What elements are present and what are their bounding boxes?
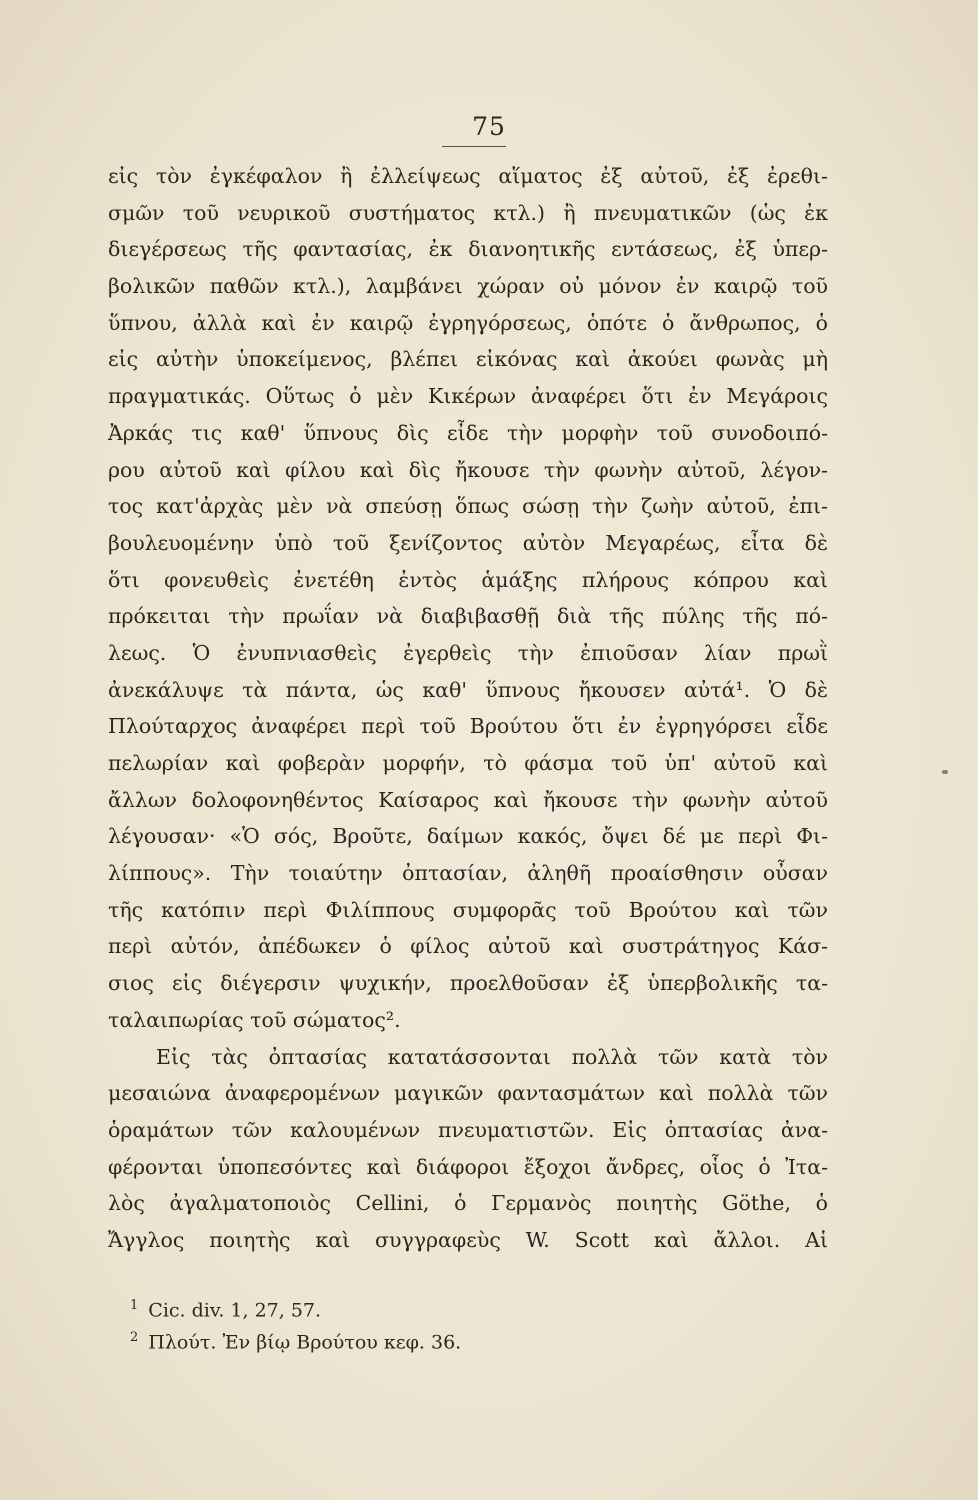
footnote-text: Cic. div. 1, 27, 57. — [148, 1299, 322, 1322]
text-line: σμῶν τοῦ νευρικοῦ συστήματος κτλ.) ἢ πνευματικῶν (ὡς ἐκ — [108, 200, 828, 225]
text-line: Ἄγγλος ποιητὴς καὶ συγγραφεὺς W. Scott καὶ ἄλλοι. Αἱ — [108, 1227, 828, 1252]
text-line: ὅτι φονευθεὶς ἐνετέθη ἐντὸς ἁμάξης πλήρους κόπρου καὶ — [108, 567, 828, 592]
text-line: ἀνεκάλυψε τὰ πάντα, ὡς καθ' ὕπνους ἤκουσεν αὐτά¹. Ὁ δὲ — [108, 677, 828, 702]
text-line: βολικῶν παθῶν κτλ.), λαμβάνει χώραν οὐ μόνον ἐν καιρῷ τοῦ — [108, 274, 828, 299]
text-line: πρόκειται τὴν πρωΐαν νὰ διαβιβασθῇ διὰ τῆς πύλης τῆς πό- — [108, 604, 828, 629]
text-line: περὶ αὐτόν, ἀπέδωκεν ὁ φίλος αὐτοῦ καὶ συστράτηγος Κάσ- — [108, 934, 828, 959]
text-line: ὕπνου, ἀλλὰ καὶ ἐν καιρῷ ἐγρηγόρσεως, ὁπότε ὁ ἄνθρωπος, ὁ — [108, 310, 828, 335]
text-line: λέγουσαν· «Ὁ σός, Βροῦτε, δαίμων κακός, ὄψει δέ με περὶ Φι- — [108, 824, 828, 849]
text-line: τος κατ'ἀρχὰς μὲν νὰ σπεύσῃ ὅπως σώσῃ τὴν ζωὴν αὐτοῦ, ἐπι- — [108, 494, 828, 519]
text-line: τῆς κατόπιν περὶ Φιλίππους συμφορᾶς τοῦ Βρούτου καὶ τῶν — [108, 897, 828, 922]
text-line: εἰς τὸν ἐγκέφαλον ἢ ἐλλείψεως αἵματος ἐξ αὐτοῦ, ἐξ ἐρεθι- — [108, 164, 828, 188]
page-number-rule — [442, 146, 506, 147]
footnote — [130, 1322, 730, 1354]
text-line: ρου αὐτοῦ καὶ φίλου καὶ δὶς ἤκουσε τὴν φωνὴν αὐτοῦ, λέγον- — [108, 457, 828, 482]
text-line: διεγέρσεως τῆς φαντασίας, ἐκ διανοητικῆς εντάσεως, ἐξ ὑπερ- — [108, 237, 828, 262]
footnote — [130, 1290, 730, 1322]
text-line: ἄλλων δολοφονηθέντος Καίσαρος καὶ ἤκουσε τὴν φωνὴν αὐτοῦ — [108, 787, 828, 812]
text-line: πραγματικάς. Οὕτως ὁ μὲν Κικέρων ἀναφέρει ὅτι ἐν Μεγάροις — [108, 384, 828, 409]
paragraph-end-line: ταλαιπωρίας τοῦ σώματος². — [108, 1007, 401, 1032]
text-line: λίππους». Τὴν τοιαύτην ὀπτασίαν, ἀληθῆ προαίσθησιν οὖσαν — [108, 861, 828, 886]
text-line: βουλευομένην ὑπὸ τοῦ ξενίζοντος αὐτὸν Μεγαρέως, εἶτα δὲ — [108, 530, 828, 555]
footnote-text: Πλούτ. Ἐν βίῳ Βρούτου κεφ. 36. — [148, 1331, 462, 1354]
text-line: λὸς ἀγαλματοποιὸς Cellini, ὁ Γερμανὸς ποιητὴς Göthe, ὁ — [108, 1191, 828, 1216]
text-line: πελωρίαν καὶ φοβερὰν μορφήν, τὸ φάσμα τοῦ ὑπ' αὐτοῦ καὶ — [108, 751, 828, 775]
text-line: φέρονται ὑποπεσόντες καὶ διάφοροι ἔξοχοι ἄνδρες, οἷος ὁ Ἰτα- — [108, 1154, 828, 1179]
text-line: εἰς αὐτὴν ὑποκείμενος, βλέπει εἰκόνας καὶ ἀκούει φωνὰς μὴ — [108, 347, 828, 372]
page-number: 75 — [472, 112, 506, 141]
footnote-mark: 2 — [130, 1330, 139, 1345]
paragraph-start-line: Εἰς τὰς ὀπτασίας κατατάσσονται πολλὰ τῶν κατὰ τὸν — [156, 1044, 828, 1069]
text-line: ὁραμάτων τῶν καλουμένων πνευματιστῶν. Εἰς ὀπτασίας ἀνα- — [108, 1117, 828, 1142]
text-line: Ἀρκάς τις καθ' ὕπνους δὶς εἶδε τὴν μορφὴν τοῦ συνοδοιπό- — [108, 420, 828, 445]
footnote-mark: 1 — [130, 1298, 139, 1313]
paper-speck — [942, 770, 948, 774]
body-text — [108, 158, 828, 1259]
footnotes — [130, 1290, 730, 1354]
text-line: Πλούταρχος ἀναφέρει περὶ τοῦ Βρούτου ὅτι ἐν ἐγρηγόρσει εἶδε — [108, 714, 828, 739]
text-line: λεως. Ὁ ἐνυπνιασθεὶς ἐγερθεὶς τὴν ἐπιοῦσαν λίαν πρωῒ — [108, 640, 828, 665]
text-line: σιος εἰς διέγερσιν ψυχικήν, προελθοῦσαν ἐξ ὑπερβολικῆς τα- — [108, 971, 828, 996]
text-line: μεσαιώνα ἀναφερομένων μαγικῶν φαντασμάτων καὶ πολλὰ τῶν — [108, 1081, 828, 1106]
